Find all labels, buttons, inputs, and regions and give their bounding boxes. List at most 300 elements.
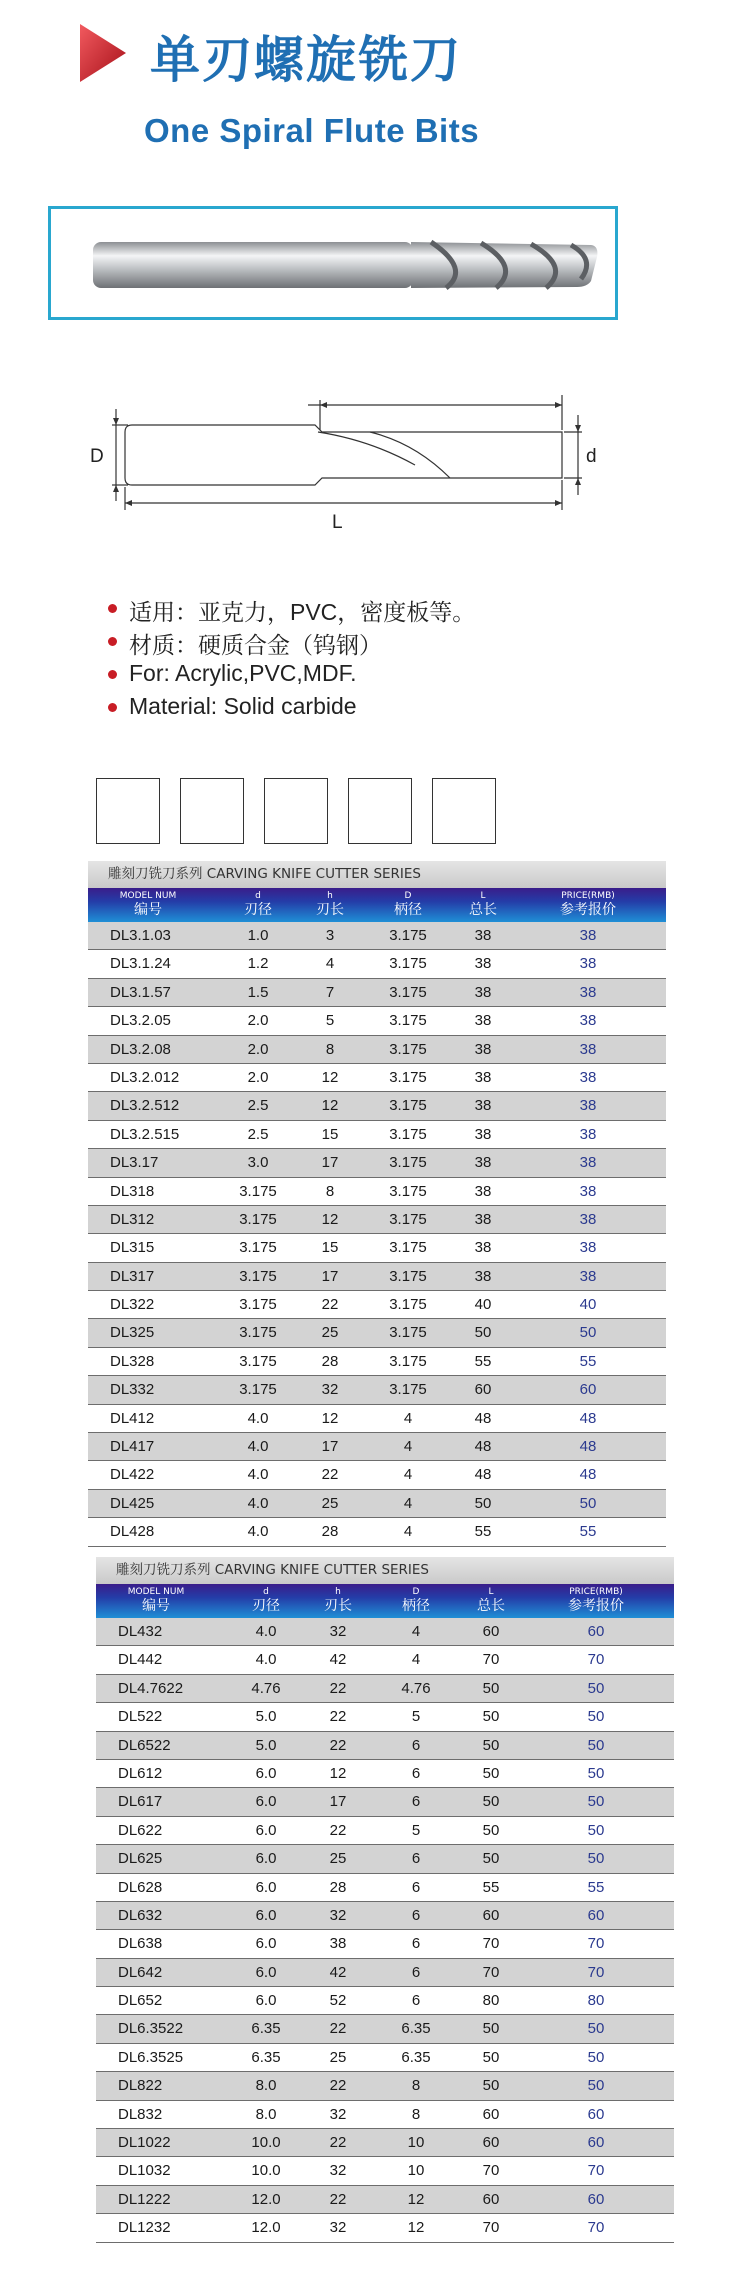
cell-l: 70 [482,2162,500,2180]
cell-d: 4 [403,1409,413,1427]
cell-model: DL638 [118,1935,163,1953]
cell-d: 3.175 [389,1296,427,1314]
cell-d: 6 [411,1906,421,1924]
cell-model: DL318 [110,1182,155,1200]
cell-price: 80 [587,1992,605,2010]
cell-l: 48 [474,1466,492,1484]
cell-price: 38 [579,1182,597,1200]
cell-d: 1.2 [247,955,269,973]
cell-h: 22 [329,2134,347,2152]
placeholder-box [180,778,244,844]
cell-l: 38 [474,983,492,1001]
cell-d: 6.0 [255,1821,277,1839]
cell-d: 3.175 [389,983,427,1001]
table-row [88,1036,666,1064]
cell-h: 28 [321,1352,339,1370]
dimension-diagram [70,385,630,535]
cell-h: 22 [329,1821,347,1839]
table-row [96,1732,674,1760]
cell-price: 38 [579,1068,597,1086]
cell-h: 22 [329,1736,347,1754]
cell-model: DL425 [110,1494,155,1512]
cell-d: 2.0 [247,1068,269,1086]
cell-price: 48 [579,1466,597,1484]
diagram-label-L: L [332,512,343,533]
table-row [88,1461,666,1489]
table-header [96,1584,674,1618]
cell-model: DL417 [110,1438,155,1456]
table-row [88,1376,666,1404]
cell-l: 38 [474,1182,492,1200]
cell-model: DL1032 [118,2162,171,2180]
cell-model: DL432 [118,1623,163,1640]
cell-h: 15 [321,1239,339,1257]
cell-l: 50 [482,1821,500,1839]
cell-d: 6.0 [255,1935,277,1953]
cell-price: 50 [587,2048,605,2066]
cell-d: 6.0 [255,1850,277,1868]
bullet-icon [108,604,117,613]
cell-l: 50 [482,2020,500,2038]
cell-d: 3.175 [389,1267,427,1285]
cell-d: 10.0 [251,2162,281,2180]
cell-l: 48 [474,1438,492,1456]
bullet-icon [108,637,117,646]
cell-price: 55 [579,1523,597,1541]
cell-d: 6.35 [251,2048,281,2066]
cell-l: 38 [474,1154,492,1172]
cell-d: 1.0 [247,927,269,944]
cell-price: 38 [579,1210,597,1228]
table-row [96,1760,674,1788]
cell-price: 38 [579,927,597,944]
cell-d: 6 [411,1793,421,1811]
cell-d: 6 [411,1736,421,1754]
column-header-model: MODEL NUM 编号 [119,891,177,918]
cell-h: 17 [321,1438,339,1456]
cell-h: 8 [325,1182,335,1200]
bullet-icon [108,703,117,712]
cell-l: 70 [482,1935,500,1953]
cell-model: DL328 [110,1352,155,1370]
cell-d: 3.175 [389,1381,427,1399]
cell-d: 6 [411,1878,421,1896]
cell-h: 42 [329,1651,347,1669]
bullet-icon [108,670,117,679]
table-caption: 雕刻刀铣刀系列 CARVING KNIFE CUTTER SERIES [88,861,666,888]
table-row [88,1092,666,1120]
cell-model: DL4.7622 [118,1679,184,1697]
cell-d: 3.175 [389,927,427,944]
cell-d: 5 [411,1821,421,1839]
column-header-d: d 刃径 [244,891,272,918]
cell-d: 5.0 [255,1708,277,1726]
table-row [88,1348,666,1376]
cell-d: 4.0 [247,1466,269,1484]
cell-model: DL1022 [118,2134,171,2152]
cell-d: 3.175 [239,1182,277,1200]
table-row [96,1703,674,1731]
cell-d: 4 [403,1523,413,1541]
table-row [88,1518,666,1546]
cell-model: DL522 [118,1708,163,1726]
cell-model: DL628 [118,1878,163,1896]
cell-l: 38 [474,1210,492,1228]
table-row [88,1121,666,1149]
cell-d: 6.0 [255,1793,277,1811]
placeholder-box [264,778,328,844]
cell-price: 50 [579,1494,597,1512]
cell-l: 60 [474,1381,492,1399]
table-row [88,1234,666,1262]
cell-model: DL322 [110,1296,155,1314]
cell-price: 50 [579,1324,597,1342]
cell-price: 60 [587,2105,605,2123]
cell-model: DL612 [118,1764,163,1782]
cell-d: 4.0 [255,1651,277,1669]
cell-d: 12 [407,2219,425,2237]
cell-l: 48 [474,1409,492,1427]
cell-l: 38 [474,1125,492,1143]
cell-d: 3.175 [389,1324,427,1342]
cell-d: 3.175 [389,1040,427,1058]
cell-price: 38 [579,1154,597,1172]
table-row [88,1291,666,1319]
cell-l: 50 [482,1850,500,1868]
cell-price: 60 [587,2134,605,2152]
cell-h: 12 [321,1409,339,1427]
cell-model: DL6522 [118,1736,171,1754]
column-header-h: h 刃长 [316,891,344,918]
cell-model: DL3.1.57 [110,983,171,1001]
cell-d: 6.35 [251,2020,281,2038]
cell-price: 60 [579,1381,597,1399]
diagram-label-d: d [586,446,597,467]
cell-model: DL3.2.515 [110,1125,180,1143]
placeholder-box [96,778,160,844]
cell-l: 38 [474,1097,492,1115]
column-header-l: L 总长 [469,891,497,918]
cell-h: 12 [321,1068,339,1086]
cell-price: 38 [579,983,597,1001]
table-row [88,1178,666,1206]
column-header-d: D 柄径 [402,1587,430,1614]
cell-h: 32 [329,2219,347,2237]
table-row [88,1149,666,1177]
cell-price: 50 [587,1821,605,1839]
table-row [96,1930,674,1958]
cell-h: 32 [329,2162,347,2180]
cell-l: 55 [474,1352,492,1370]
cell-d: 4.0 [247,1438,269,1456]
cell-price: 48 [579,1438,597,1456]
table-row [96,2214,674,2242]
page-title: 单刃螺旋铣刀 [150,31,462,89]
cell-d: 1.5 [247,983,269,1001]
cell-h: 5 [325,1012,335,1030]
spiral-bit-photo [51,209,615,317]
cell-d: 3.175 [239,1239,277,1257]
cell-h: 28 [329,1878,347,1896]
cell-l: 38 [474,1012,492,1030]
cell-h: 28 [321,1523,339,1541]
cell-d: 4.0 [247,1494,269,1512]
cell-l: 50 [474,1494,492,1512]
table-row [88,922,666,950]
cell-d: 8 [411,2077,421,2095]
cell-d: 6.0 [255,1963,277,1981]
product-table-1 [88,861,666,1547]
cell-l: 38 [474,1239,492,1257]
cell-d: 4.0 [247,1409,269,1427]
cell-d: 4 [403,1438,413,1456]
table-row [88,1064,666,1092]
column-header-price: PRICE(RMB) 参考报价 [560,891,616,918]
cell-model: DL442 [118,1651,163,1669]
cell-model: DL315 [110,1239,155,1257]
cell-d: 3.175 [239,1267,277,1285]
cell-d: 4 [411,1651,421,1669]
cell-d: 4.0 [255,1623,277,1640]
cell-price: 50 [587,2020,605,2038]
cell-d: 3.175 [239,1381,277,1399]
cell-model: DL642 [118,1963,163,1981]
table-row [96,2129,674,2157]
cell-price: 38 [579,1040,597,1058]
cell-d: 5 [411,1708,421,1726]
cell-d: 4 [411,1623,421,1640]
cell-l: 50 [482,2048,500,2066]
cell-model: DL652 [118,1992,163,2010]
cell-l: 50 [482,1679,500,1697]
page-subtitle: One Spiral Flute Bits [144,112,480,149]
cell-price: 55 [579,1352,597,1370]
cell-model: DL325 [110,1324,155,1342]
cell-h: 32 [329,1906,347,1924]
cell-price: 70 [587,1651,605,1669]
cell-price: 70 [587,2162,605,2180]
table-row [88,1007,666,1035]
cell-l: 60 [482,2105,500,2123]
diagram-label-D: D [90,446,104,467]
cell-model: DL832 [118,2105,163,2123]
cell-price: 70 [587,2219,605,2237]
cell-d: 10.0 [251,2134,281,2152]
cell-l: 38 [474,955,492,973]
cell-d: 3.0 [247,1154,269,1172]
table-row [88,1206,666,1234]
cell-d: 4 [403,1494,413,1512]
table-row [96,1788,674,1816]
table-row [96,1675,674,1703]
cell-l: 60 [482,1906,500,1924]
cell-h: 25 [329,2048,347,2066]
table-row [96,1959,674,1987]
cell-d: 6.0 [255,1992,277,2010]
table-row [96,1845,674,1873]
table-row [96,1646,674,1674]
cell-d: 3.175 [239,1352,277,1370]
cell-model: DL3.1.24 [110,955,171,973]
cell-h: 32 [321,1381,339,1399]
table-row [88,1490,666,1518]
cell-h: 22 [329,2020,347,2038]
cell-d: 2.5 [247,1097,269,1115]
cell-d: 3.175 [389,1125,427,1143]
cell-h: 32 [329,1623,347,1640]
cell-price: 38 [579,1267,597,1285]
cell-d: 3.175 [389,1097,427,1115]
cell-d: 8 [411,2105,421,2123]
cell-l: 60 [482,2134,500,2152]
cell-model: DL625 [118,1850,163,1868]
table-row [88,1263,666,1291]
cell-h: 25 [329,1850,347,1868]
cell-h: 32 [329,2105,347,2123]
cell-model: DL3.1.03 [110,927,171,944]
cell-price: 50 [587,1850,605,1868]
cell-l: 60 [482,1623,500,1640]
cell-d: 6.0 [255,1906,277,1924]
cell-d: 12.0 [251,2219,281,2237]
column-header-d: D 柄径 [394,891,422,918]
cell-h: 22 [329,2190,347,2208]
cell-d: 3.175 [239,1296,277,1314]
cell-h: 17 [329,1793,347,1811]
cell-model: DL822 [118,2077,163,2095]
cell-d: 6 [411,1850,421,1868]
cell-d: 3.175 [389,1352,427,1370]
cell-price: 50 [587,1679,605,1697]
cell-l: 40 [474,1296,492,1314]
cell-model: DL3.2.012 [110,1068,180,1086]
cell-d: 3.175 [239,1210,277,1228]
cell-h: 38 [329,1935,347,1953]
cell-model: DL3.2.08 [110,1040,171,1058]
cell-l: 55 [482,1878,500,1896]
cell-d: 6 [411,1992,421,2010]
cell-d: 8.0 [255,2077,277,2095]
cell-h: 12 [321,1210,339,1228]
cell-l: 50 [474,1324,492,1342]
cell-price: 50 [587,1764,605,1782]
cell-d: 6.35 [401,2020,431,2038]
cell-d: 3.175 [389,1210,427,1228]
column-header-l: L 总长 [477,1587,505,1614]
cell-price: 50 [587,2077,605,2095]
cell-h: 3 [325,927,335,944]
cell-price: 38 [579,955,597,973]
cell-l: 50 [482,1764,500,1782]
cell-price: 60 [587,1623,605,1640]
cell-d: 6 [411,1764,421,1782]
cell-h: 52 [329,1992,347,2010]
cell-d: 3.175 [239,1324,277,1342]
cell-price: 60 [587,1906,605,1924]
cell-h: 8 [325,1040,335,1058]
table-row [96,1618,674,1646]
cell-d: 6.35 [401,2048,431,2066]
cell-d: 4.0 [247,1523,269,1541]
cell-l: 50 [482,1708,500,1726]
cell-price: 70 [587,1935,605,1953]
cell-price: 60 [587,2190,605,2208]
cell-price: 38 [579,1097,597,1115]
product-table-2 [96,1557,674,2243]
cell-l: 80 [482,1992,500,2010]
table-row [88,1433,666,1461]
cell-h: 7 [325,983,335,1001]
cell-model: DL312 [110,1210,155,1228]
cell-h: 22 [321,1296,339,1314]
column-header-model: MODEL NUM 编号 [127,1587,185,1614]
cell-d: 12 [407,2190,425,2208]
cell-l: 50 [482,1736,500,1754]
cell-l: 50 [482,2077,500,2095]
cell-h: 22 [329,1708,347,1726]
table-row [88,979,666,1007]
table-row [96,1902,674,1930]
table-row [88,1319,666,1347]
product-photo-frame [48,206,618,320]
cell-h: 4 [325,955,335,973]
cell-d: 10 [407,2162,425,2180]
table-row [96,2072,674,2100]
cell-model: DL3.2.05 [110,1012,171,1030]
cell-d: 2.0 [247,1012,269,1030]
cell-d: 4.76 [251,1679,281,1697]
cell-h: 22 [329,2077,347,2095]
table-row [96,1817,674,1845]
cell-model: DL617 [118,1793,163,1811]
column-header-price: PRICE(RMB) 参考报价 [568,1587,624,1614]
column-header-d: d 刃径 [252,1587,280,1614]
table-row [88,950,666,978]
cell-l: 70 [482,1651,500,1669]
cell-h: 22 [321,1466,339,1484]
cell-price: 40 [579,1296,597,1314]
placeholder-box [348,778,412,844]
cell-h: 17 [321,1154,339,1172]
table-row [96,1874,674,1902]
cell-l: 60 [482,2190,500,2208]
cell-model: DL6.3525 [118,2048,184,2066]
cell-l: 38 [474,1267,492,1285]
cell-l: 38 [474,1068,492,1086]
table-row [96,1987,674,2015]
table-row [96,2015,674,2043]
cell-model: DL1232 [118,2219,171,2237]
cell-d: 6.0 [255,1764,277,1782]
cell-l: 55 [474,1523,492,1541]
cell-d: 6 [411,1935,421,1953]
cell-d: 10 [407,2134,425,2152]
cell-d: 2.5 [247,1125,269,1143]
cell-l: 70 [482,1963,500,1981]
cell-price: 50 [587,1793,605,1811]
cell-h: 25 [321,1494,339,1512]
cell-model: DL412 [110,1409,155,1427]
cell-d: 3.175 [389,1012,427,1030]
cell-price: 70 [587,1963,605,1981]
cell-price: 55 [587,1878,605,1896]
cell-d: 3.175 [389,955,427,973]
cell-h: 17 [321,1267,339,1285]
cell-price: 38 [579,1012,597,1030]
column-header-h: h 刃长 [324,1587,352,1614]
cell-price: 50 [587,1736,605,1754]
cell-l: 70 [482,2219,500,2237]
